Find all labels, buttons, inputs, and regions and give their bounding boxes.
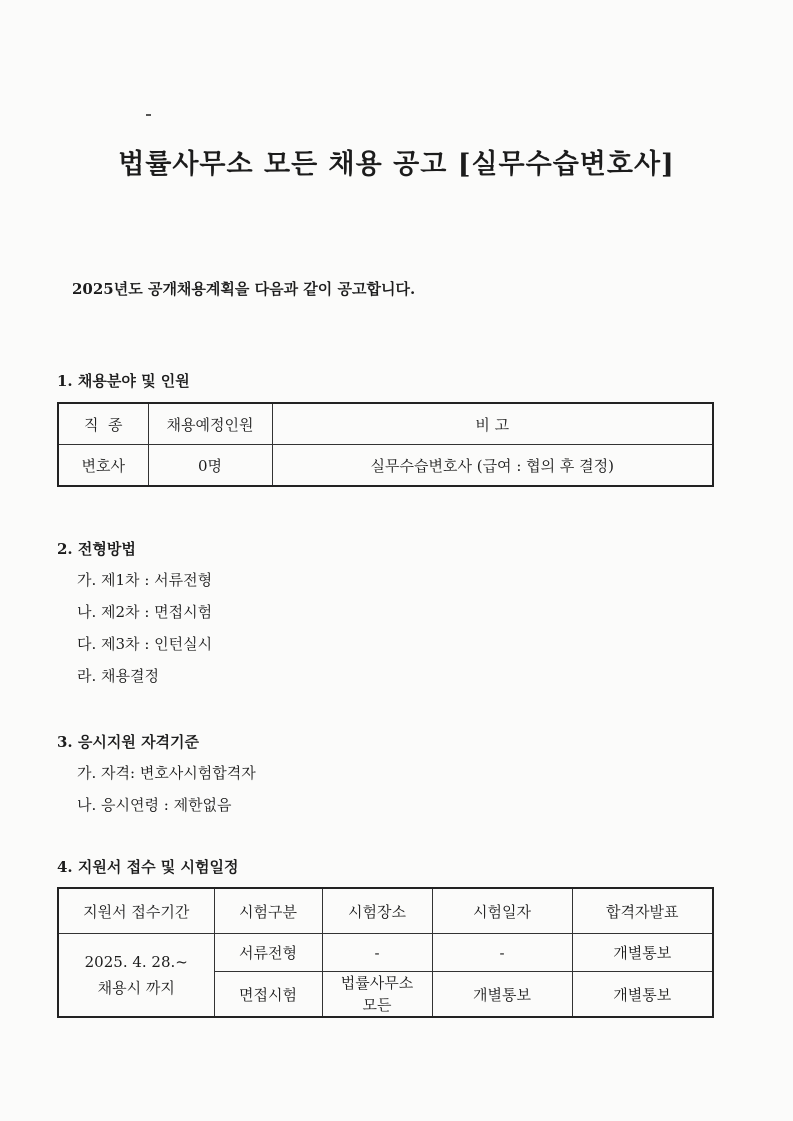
header-exam-place: 시험장소 <box>322 888 432 934</box>
cell-exam-type: 면접시험 <box>214 972 322 1018</box>
table-row <box>58 934 713 972</box>
schedule-table <box>57 887 714 1018</box>
table-header-row <box>58 888 713 934</box>
header-exam-type: 시험구분 <box>214 888 322 934</box>
cell-remarks: 실무수습변호사 (급여 : 협의 후 결정) <box>272 445 713 487</box>
cell-headcount: 0명 <box>148 445 272 487</box>
cell-exam-type: 서류전형 <box>214 934 322 972</box>
header-result: 합격자발표 <box>572 888 713 934</box>
header-exam-date: 시험일자 <box>432 888 572 934</box>
table-header-row <box>58 403 713 445</box>
cell-exam-date: 개별통보 <box>432 972 572 1018</box>
section4-heading: 4. 지원서 접수 및 시험일정 <box>57 858 239 876</box>
cell-period: 2025. 4. 28.~ 채용시 까지 <box>58 934 214 1018</box>
intro-text: 2025년도 공개채용계획을 다음과 같이 공고합니다. <box>72 280 416 298</box>
cell-exam-date: - <box>432 934 572 972</box>
cell-result: 개별통보 <box>572 934 713 972</box>
table-row <box>58 445 713 487</box>
recruitment-table <box>57 402 714 487</box>
list-item: 가. 제1차 : 서류전형 <box>77 571 213 589</box>
section3-heading: 3. 응시지원 자격기준 <box>57 733 200 751</box>
header-headcount: 채용예정인원 <box>148 403 272 445</box>
cell-exam-place: - <box>322 934 432 972</box>
cell-exam-place: 법률사무소 모든 <box>322 972 432 1018</box>
section2-heading: 2. 전형방법 <box>57 540 136 558</box>
list-item: 다. 제3차 : 인턴실시 <box>77 635 213 653</box>
list-item: 라. 채용결정 <box>77 667 159 685</box>
header-job-type: 직 종 <box>58 403 148 445</box>
cell-job-type: 변호사 <box>58 445 148 487</box>
list-item: 나. 제2차 : 면접시험 <box>77 603 213 621</box>
cell-result: 개별통보 <box>572 972 713 1018</box>
header-remarks: 비 고 <box>272 403 713 445</box>
section1-heading: 1. 채용분야 및 인원 <box>57 372 190 390</box>
list-item: 나. 응시연령 : 제한없음 <box>77 796 232 814</box>
header-period: 지원서 접수기간 <box>58 888 214 934</box>
list-item: 가. 자격: 변호사시험합격자 <box>77 764 256 782</box>
scan-mark <box>146 114 151 116</box>
page-title: 법률사무소 모든 채용 공고 [실무수습변호사] <box>118 149 675 180</box>
